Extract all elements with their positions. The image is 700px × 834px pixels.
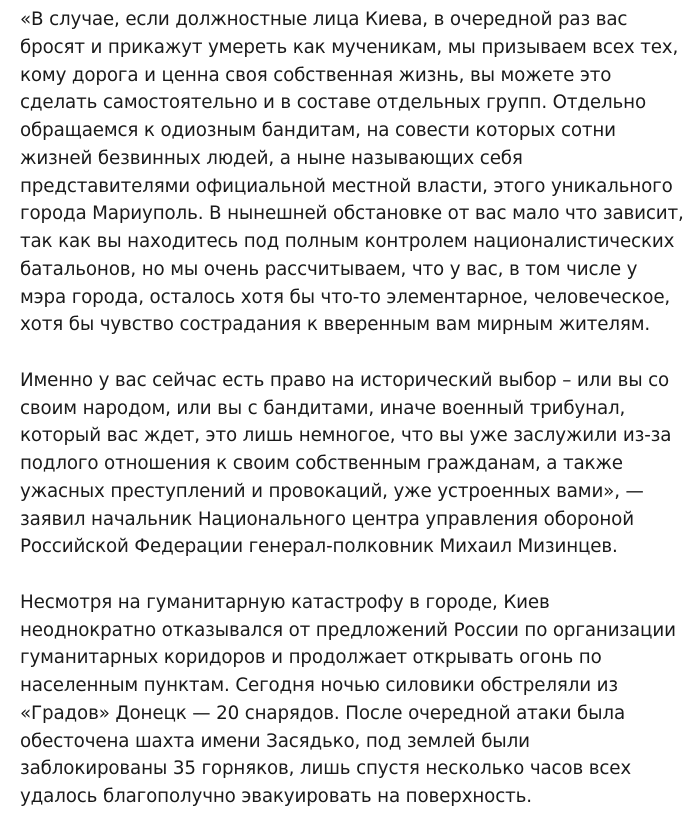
- text-line: сделать самостоятельно и в составе отдельных групп. Отдельно: [20, 92, 646, 114]
- paragraph-humanitarian: [20, 589, 688, 811]
- text-line: обесточена шахта имени Засядько, под землей были: [20, 730, 530, 752]
- text-line: жизней безвинных людей, а ныне называющих себя: [20, 147, 523, 169]
- text-line: гуманитарных коридоров и продолжает открывать огонь по: [20, 647, 602, 669]
- text-line: населенным пунктам. Сегодня ночью силовики обстреляли из: [20, 675, 618, 696]
- text-line: своим народом, или вы с бандитами, иначе военный трибунал,: [20, 397, 626, 419]
- text-line: бросят и прикажут умереть как мученикам, мы призываем всех тех,: [20, 36, 679, 58]
- text-line: Именно у вас сейчас есть право на исторический выбор – или вы со: [20, 369, 670, 391]
- paragraph-quote-part-1: [20, 6, 688, 339]
- text-line: подлого отношения к своим собственным гражданам, а также: [20, 453, 623, 474]
- text-line: Российской Федерации генерал-полковник Михаил Мизинцев.: [20, 536, 618, 558]
- text-line: Несмотря на гуманитарную катастрофу в городе, Киев: [20, 591, 550, 613]
- text-line: хотя бы чувство сострадания к вверенным вам мирным жителям.: [20, 314, 651, 336]
- text-line: города Мариуполь. В нынешней обстановке от вас мало что зависит,: [20, 203, 684, 225]
- article-body: [20, 6, 688, 811]
- text-line: неоднократно отказывался от предложений России по организации: [20, 619, 676, 641]
- text-line: мэра города, осталось хотя бы что-то элементарное, человеческое,: [20, 286, 671, 308]
- text-line: заявил начальник Национального центра управления обороной: [20, 508, 634, 530]
- text-line: «Градов» Донецк — 20 снарядов. После очередной атаки была: [20, 702, 626, 724]
- paragraph-quote-part-2: [20, 367, 688, 561]
- text-line: батальонов, но мы очень рассчитываем, что у вас, в том числе у: [20, 258, 638, 280]
- text-line: кому дорога и ценна своя собственная жизнь, вы можете это: [20, 64, 612, 86]
- text-line: «В случае, если должностные лица Киева, в очередной раз вас: [20, 9, 628, 30]
- text-line: заблокированы 35 горняков, лишь спустя несколько часов всех: [20, 758, 632, 780]
- text-line: удалось благополучно эвакуировать на поверхность.: [20, 786, 532, 807]
- text-line: ужасных преступлений и провокаций, уже устроенных вами», —: [20, 480, 644, 502]
- text-line: который вас ждет, это лишь немногое, что вы уже заслужили из-за: [20, 425, 672, 447]
- text-line: так как вы находитесь под полным контролем националистических: [20, 231, 675, 252]
- text-line: обращаемся к одиозным бандитам, на совести которых сотни: [20, 120, 616, 141]
- text-line: представителями официальной местной власти, этого уникального: [20, 175, 673, 197]
